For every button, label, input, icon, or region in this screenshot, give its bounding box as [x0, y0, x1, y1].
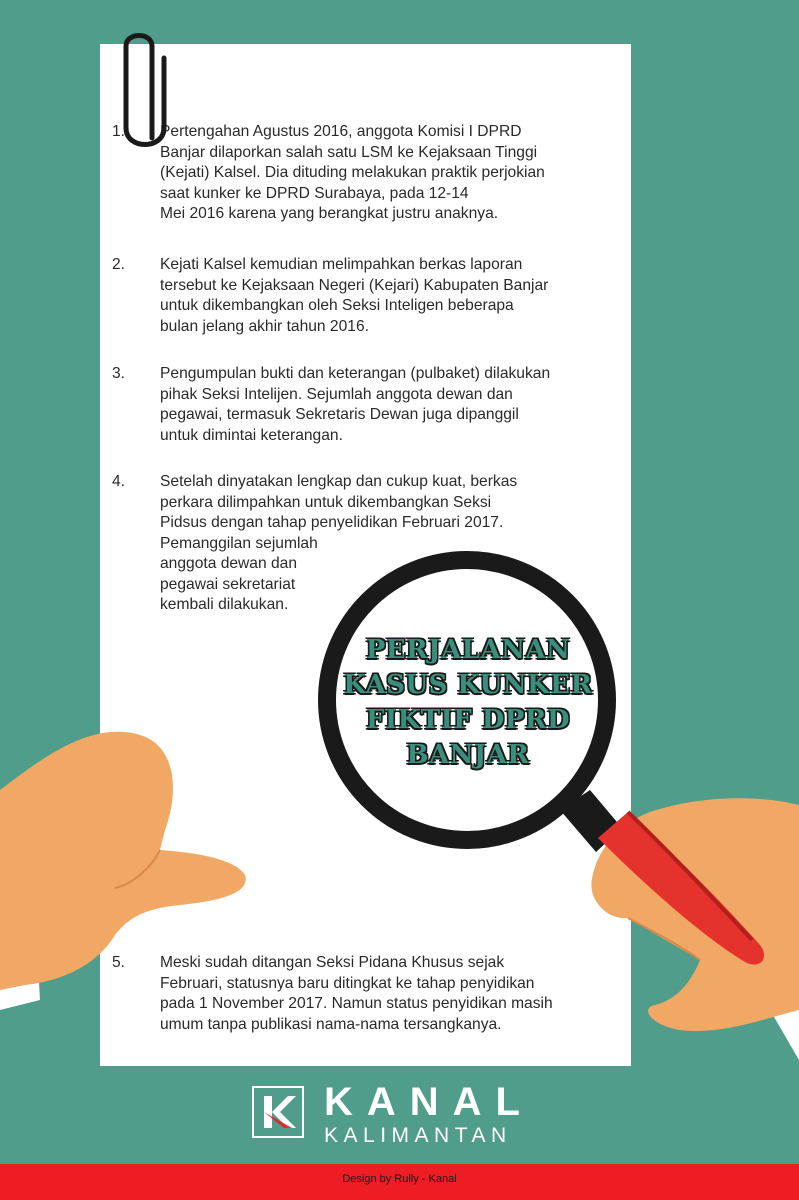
item-text: Pertengahan Agustus 2016, anggota Komisi I DPRD Banjar dilaporkan salah satu LSM ke Kejaksaan Tinggi (Kejati) Kalsel. Dia dituding melakukan praktik perjokian saat kunker ke DPRD Surabaya, pada 12-14 Mei 2016 karena yang berangkat justru anaknya. — [160, 123, 545, 222]
brand-name: KANAL — [324, 1080, 534, 1124]
infographic-title — [318, 633, 618, 773]
item-text: Meski sudah ditangan Seksi Pidana Khusus sejak Februari, statusnya baru ditingkat ke tahap penyidikan pada 1 November 2017. Namun status penyidikan masih umum tanpa publikasi nama-nama tersangkanya. — [160, 954, 553, 1033]
item-number: 4. — [112, 473, 126, 490]
item-number: 1. — [112, 123, 126, 140]
title-line: KASUS KUNKER — [343, 670, 593, 700]
item-text: Setelah dinyatakan lengkap dan cukup kuat, berkas perkara dilimpahkan untuk dikembangkan Seksi Pidsus dengan tahap penyelidikan Februari 2017. Pemanggilan sejumlah anggota dewan dan pegawai sekretariat kembali dilakukan. — [160, 473, 518, 613]
footer-credit: Design by Rully - Kanal — [342, 1173, 457, 1185]
item-number: 5. — [112, 954, 126, 971]
title-line: PERJALANAN — [365, 635, 571, 665]
paperclip-icon — [118, 18, 174, 158]
item-number: 3. — [112, 365, 126, 382]
brand-subtitle: KALIMANTAN — [324, 1124, 512, 1147]
item-number: 2. — [112, 256, 126, 273]
item-text: Kejati Kalsel kemudian melimpahkan berkas laporan tersebut ke Kejaksaan Negeri (Kejari) Kabupaten Banjar untuk dikembangkan oleh Seksi Inteligen beberapa bulan jelang akhir tahun 2016. — [160, 256, 549, 335]
title-line: FIKTIF DPRD — [366, 705, 570, 735]
item-text: Pengumpulan bukti dan keterangan (pulbaket) dilakukan pihak Seksi Intelijen. Sejumlah anggota dewan dan pegawai, termasuk Sekretaris Dewan juga dipanggil untuk dimintai keterangan. — [160, 365, 551, 444]
title-line: BANJAR — [406, 740, 530, 770]
